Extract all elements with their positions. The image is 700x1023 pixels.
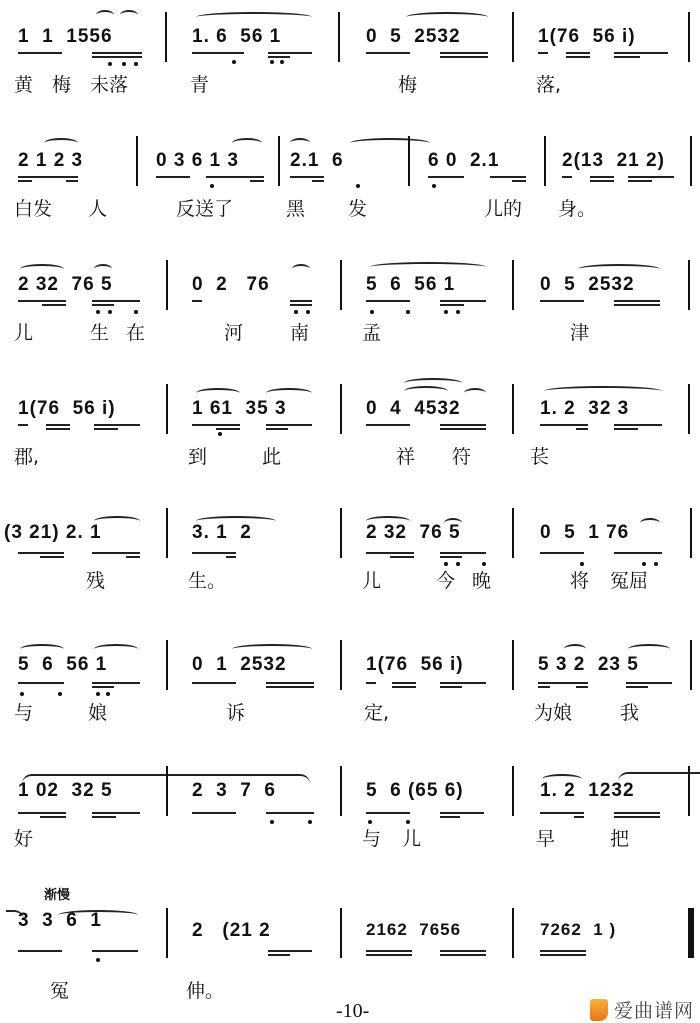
barline (340, 640, 342, 690)
underline (562, 176, 572, 178)
underline (614, 304, 660, 306)
low-octave-dot (306, 310, 310, 314)
underline (440, 304, 464, 306)
measure-notes: 0 3 6 1 3 (156, 150, 239, 171)
underline (366, 812, 410, 814)
measure-notes: 5 6 56 1 (18, 654, 108, 675)
barline (165, 12, 167, 62)
barline (166, 908, 168, 958)
measure-notes: 1 02 32 5 (18, 780, 113, 801)
underline (390, 556, 414, 558)
underline (18, 300, 66, 302)
barline (408, 136, 410, 186)
lyric: 好 (14, 828, 34, 850)
underline (18, 424, 28, 426)
lyric: 定, (364, 702, 390, 724)
barline (512, 384, 514, 434)
lyric: 人 (88, 198, 108, 220)
low-octave-dot (294, 310, 298, 314)
barline (544, 136, 546, 186)
low-octave-dot (280, 60, 284, 64)
barline (688, 766, 690, 816)
measure-notes: 2 (21 2 (192, 920, 271, 941)
lyric: 冤 (50, 980, 70, 1002)
underline (440, 424, 486, 426)
low-octave-dot (308, 820, 312, 824)
lyric: 祥 (396, 446, 416, 468)
lyric: 娘 (88, 702, 108, 724)
lyric: 儿 (14, 322, 34, 344)
slur (96, 10, 114, 20)
final-barline (688, 908, 694, 958)
underline (366, 552, 414, 554)
underline (192, 300, 202, 302)
slur (232, 644, 312, 654)
slur (578, 264, 660, 274)
measure-notes: 1. 6 56 1 (192, 26, 282, 47)
barline (340, 908, 342, 958)
barline (512, 908, 514, 958)
underline (66, 180, 78, 182)
low-octave-dot (232, 60, 236, 64)
low-octave-dot (96, 958, 100, 962)
underline (366, 682, 376, 684)
underline (268, 56, 290, 58)
low-octave-dot (444, 310, 448, 314)
measure-notes: 0 1 2532 (192, 654, 287, 675)
slur (290, 138, 310, 148)
measure-notes: 3 3 6 1 (18, 910, 102, 931)
underline (266, 686, 314, 688)
underline (92, 552, 140, 554)
underline (290, 300, 312, 302)
measure-notes: 2 32 76 5 (366, 522, 461, 543)
barline (688, 384, 690, 434)
underline (590, 180, 614, 182)
underline (628, 176, 674, 178)
barline (512, 12, 514, 62)
low-octave-dot (108, 62, 112, 66)
measure-notes: 1(76 56 i) (18, 398, 116, 419)
slur (370, 262, 486, 272)
lyric: 生。 (188, 570, 227, 592)
underline (266, 428, 288, 430)
barline (340, 508, 342, 558)
underline (40, 816, 66, 818)
lyric: 梅 (398, 74, 418, 96)
barline (690, 508, 692, 558)
underline (18, 180, 32, 182)
underline (266, 424, 312, 426)
lyric: 将 (570, 570, 590, 592)
barline (512, 640, 514, 690)
underline (440, 428, 486, 430)
slur (628, 644, 670, 654)
underline (266, 682, 314, 684)
barline (688, 12, 690, 62)
low-octave-dot (406, 310, 410, 314)
underline (92, 300, 140, 302)
underline (614, 424, 662, 426)
underline (192, 52, 244, 54)
underline (626, 686, 648, 688)
underline (92, 52, 142, 54)
underline (126, 556, 140, 558)
underline (540, 424, 588, 426)
slur (544, 386, 662, 396)
tempo-marking: 渐慢 (44, 888, 71, 903)
underline (192, 812, 236, 814)
underline (266, 812, 314, 814)
lyric: 把 (610, 828, 630, 850)
slur (94, 644, 138, 654)
lyric: 到 (188, 446, 208, 468)
measure-notes: 2 3 7 6 (192, 780, 276, 801)
underline (290, 304, 312, 306)
barline (340, 384, 342, 434)
measure-notes: 1. 2 32 3 (540, 398, 630, 419)
barline (166, 384, 168, 434)
lyric: 青 (190, 74, 210, 96)
underline (92, 682, 140, 684)
underline (590, 176, 614, 178)
barline (690, 136, 692, 186)
lyric: 黑 (286, 198, 306, 220)
underline (92, 56, 142, 58)
underline (226, 556, 236, 558)
underline (566, 52, 590, 54)
slur (120, 10, 138, 20)
underline (92, 686, 114, 688)
lyric: 未落 (90, 74, 129, 96)
slur (94, 264, 112, 274)
slur (406, 12, 488, 22)
underline (40, 556, 64, 558)
slur (464, 388, 486, 398)
lyric: 符 (452, 446, 472, 468)
score-system-1 (0, 0, 700, 120)
underline (192, 682, 236, 684)
lyric: 诉 (226, 702, 246, 724)
music-note-logo-icon (590, 999, 608, 1021)
slur (292, 264, 310, 274)
low-octave-dot (210, 184, 214, 188)
underline (440, 812, 484, 814)
underline (18, 552, 64, 554)
underline (440, 816, 460, 818)
measure-notes: 2 32 76 5 (18, 274, 113, 295)
barline (690, 640, 692, 690)
low-octave-dot (96, 692, 100, 696)
low-octave-dot (218, 432, 222, 436)
low-octave-dot (134, 62, 138, 66)
watermark-text: 爱曲谱网 (614, 1000, 695, 1022)
measure-notes: 0 2 76 (192, 274, 270, 295)
lyric: 梅 (52, 74, 72, 96)
underline (490, 176, 526, 178)
lyric: 孟 (362, 322, 382, 344)
underline (366, 300, 410, 302)
barline (166, 766, 168, 816)
underline (566, 56, 590, 58)
lyric: 白发 (14, 198, 53, 220)
measure-notes: 1. 2 1232 (540, 780, 635, 801)
slur (196, 12, 312, 22)
low-octave-dot (370, 310, 374, 314)
barline (278, 136, 280, 186)
measure-notes: 2.1 6 (290, 150, 344, 171)
lyric: 儿 (402, 828, 422, 850)
slur (44, 138, 78, 148)
lyric: 落, (536, 74, 562, 96)
low-octave-dot (108, 310, 112, 314)
slur (564, 644, 586, 654)
underline (540, 950, 586, 952)
measure-notes: 1 1 1556 (18, 26, 113, 47)
low-octave-dot (122, 62, 126, 66)
underline (206, 176, 264, 178)
underline (428, 176, 464, 178)
barline (166, 260, 168, 310)
low-octave-dot (432, 184, 436, 188)
barline (512, 508, 514, 558)
lyric: 反送了 (176, 198, 234, 220)
underline (538, 686, 550, 688)
underline (440, 950, 486, 952)
measure-notes: 5 6 56 1 (366, 274, 456, 295)
measure-notes: (3 21) 2. 1 (4, 522, 102, 543)
underline (626, 682, 672, 684)
barline (136, 136, 138, 186)
underline (92, 950, 138, 952)
lyric: 黄 (14, 74, 34, 96)
underline (46, 428, 70, 430)
lyric: 与 (362, 828, 382, 850)
underline (312, 180, 324, 182)
underline (366, 52, 410, 54)
low-octave-dot (20, 692, 24, 696)
low-octave-dot (270, 60, 274, 64)
lyric: 生 (90, 322, 110, 344)
lyric: 儿的 (484, 198, 523, 220)
underline (440, 556, 462, 558)
underline (614, 552, 662, 554)
measure-notes: 1(76 56 i) (538, 26, 636, 47)
barline (512, 260, 514, 310)
low-octave-dot (456, 310, 460, 314)
low-octave-dot (456, 562, 460, 566)
underline (540, 552, 584, 554)
underline (614, 300, 660, 302)
underline (440, 56, 488, 58)
lyric: 为娘 (534, 702, 573, 724)
underline (614, 816, 660, 818)
underline (628, 180, 652, 182)
score-system-5 (0, 496, 700, 616)
underline (92, 816, 116, 818)
underline (92, 304, 114, 306)
underline (156, 176, 190, 178)
lyric: 身。 (558, 198, 597, 220)
measure-notes: 6 0 2.1 (428, 150, 500, 171)
measure-notes: 1(76 56 i) (366, 654, 464, 675)
underline (614, 428, 638, 430)
barline (166, 508, 168, 558)
lyric: 冤屈 (610, 570, 649, 592)
underline (366, 950, 412, 952)
low-octave-dot (106, 692, 110, 696)
underline (18, 950, 62, 952)
lyric: 发 (348, 198, 368, 220)
underline (192, 552, 236, 554)
underline (392, 686, 416, 688)
slur (404, 386, 448, 396)
barline (340, 766, 342, 816)
lyric: 伸。 (186, 980, 225, 1002)
slur (20, 264, 64, 274)
lyric: 残 (86, 570, 106, 592)
underline (366, 954, 412, 956)
lyric: 河 (224, 322, 244, 344)
low-octave-dot (356, 184, 360, 188)
lyric: 晚 (472, 570, 492, 592)
slur (20, 644, 64, 654)
lyric: 我 (620, 702, 640, 724)
underline (18, 812, 66, 814)
underline (614, 52, 668, 54)
barline (688, 260, 690, 310)
barline (340, 260, 342, 310)
underline (250, 180, 264, 182)
underline (440, 52, 488, 54)
underline (290, 176, 324, 178)
barline (338, 12, 340, 62)
lyric: 在 (126, 322, 146, 344)
slur (232, 138, 262, 148)
lyric: 南 (290, 322, 310, 344)
measure-notes: 0 5 1 76 (540, 522, 630, 543)
underline (440, 552, 486, 554)
underline (18, 176, 78, 178)
low-octave-dot (58, 692, 62, 696)
slur (640, 518, 660, 528)
slur (266, 388, 312, 398)
underline (440, 682, 486, 684)
lyric: 津 (570, 322, 590, 344)
lyric: 此 (262, 446, 282, 468)
slur (196, 388, 240, 398)
underline (540, 300, 584, 302)
barline (512, 766, 514, 816)
underline (46, 424, 70, 426)
underline (366, 424, 410, 426)
low-octave-dot (96, 310, 100, 314)
lyric: 郡, (14, 446, 40, 468)
measure-notes: 2 1 2 3 (18, 150, 84, 171)
underline (538, 682, 588, 684)
underline (614, 56, 640, 58)
measure-notes: 5 6 (65 6) (366, 780, 464, 801)
underline (268, 954, 290, 956)
measure-notes: 2(13 21 2) (562, 150, 665, 171)
barline (166, 640, 168, 690)
lyric: 今 (436, 570, 456, 592)
underline (94, 424, 140, 426)
score-system-3 (0, 248, 700, 368)
underline (574, 816, 584, 818)
underline (614, 812, 660, 814)
underline (540, 954, 586, 956)
underline (440, 300, 486, 302)
underline (216, 428, 240, 430)
slur (350, 138, 430, 148)
underline (192, 424, 240, 426)
underline (576, 428, 588, 430)
underline (540, 812, 584, 814)
measure-notes: 1 61 35 3 (192, 398, 287, 419)
measure-notes: 5 3 2 23 5 (538, 654, 639, 675)
lyric: 早 (536, 828, 556, 850)
measure-notes: 0 5 2532 (366, 26, 461, 47)
lyric: 与 (14, 702, 34, 724)
underline (18, 52, 62, 54)
underline (268, 52, 312, 54)
lyric: 苌 (530, 446, 550, 468)
page-number: -10- (336, 1000, 370, 1022)
low-octave-dot (134, 310, 138, 314)
underline (440, 954, 486, 956)
measure-notes: 2162 7656 (366, 920, 462, 939)
underline (92, 812, 140, 814)
underline (538, 52, 548, 54)
score-system-7 (0, 754, 700, 874)
measure-notes: 7262 1 ) (540, 920, 617, 939)
measure-notes: 3. 1 2 (192, 522, 252, 543)
score-system-8 (0, 884, 700, 1004)
score-system-2 (0, 124, 700, 244)
underline (576, 686, 588, 688)
measure-notes: 0 4 4532 (366, 398, 461, 419)
low-octave-dot (654, 562, 658, 566)
underline (94, 428, 118, 430)
score-system-4 (0, 372, 700, 492)
underline (268, 950, 312, 952)
underline (18, 682, 64, 684)
low-octave-dot (270, 820, 274, 824)
watermark (590, 996, 694, 1023)
underline (42, 304, 66, 306)
measure-notes: 0 5 2532 (540, 274, 635, 295)
underline (512, 180, 526, 182)
lyric: 儿 (362, 570, 382, 592)
underline (392, 682, 416, 684)
underline (440, 686, 462, 688)
score-system-6 (0, 628, 700, 748)
